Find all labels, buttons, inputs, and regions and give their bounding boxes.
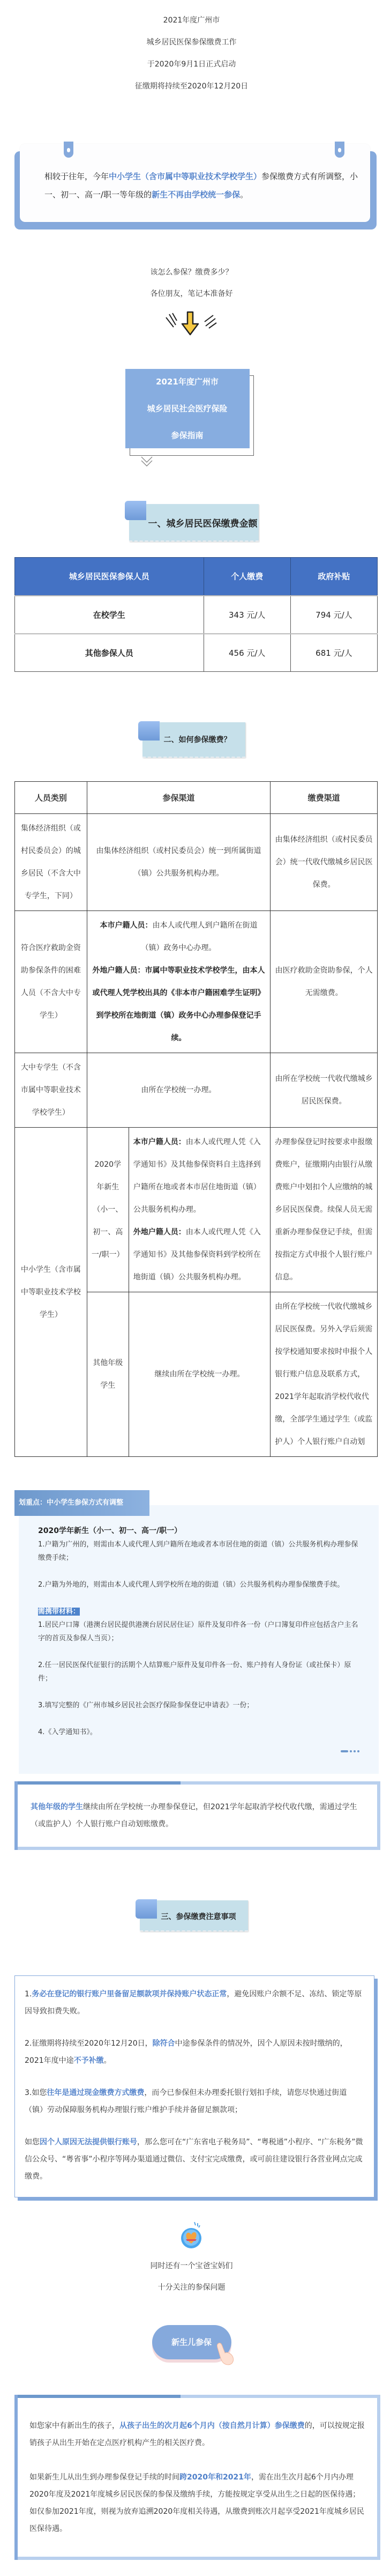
guide-title-card (125, 369, 254, 465)
newborn-info-box (14, 2395, 380, 2560)
question-lines (0, 267, 383, 310)
newborn-paragraph: 如果新生儿从出生到办理参保登记手续的时间跨2020年和2021年，需在出生次月起6个月内办理2020年度及2021年度城乡居民医保的参保及缴纳手续，方能按规定享受从出生之日起的医保待遇；如仅参加2021年度，则视为放弃追溯2020年度相关待遇，从缴费到账次月起享受2021年度城乡居民医保待遇。 (29, 2473, 364, 2533)
tag-flag-icon (136, 1899, 157, 1919)
pay-cell: 由所在学校统一代收代缴城乡居民医保费。 (271, 1053, 378, 1128)
table-row (15, 1128, 378, 1292)
other-grades-highlight: 其他年级的学生 (31, 1803, 83, 1811)
material-item: 4.《入学通知书》。 (38, 1728, 97, 1736)
grade-cell: 2020学年新生（小一、初一、高一/职一） (87, 1128, 129, 1292)
pointing-hand-icon (215, 2342, 237, 2366)
enroll-cell: 由所在学校统一办理。 (87, 1053, 270, 1128)
note-item: 如您因个人原因无法提供银行账号，那么您可在“广东省电子税务局”、“粤税通”小程序、“广东税务”微信公众号、“粤省事”小程序等网办渠道通过微信、支付宝完成缴费，或可前往建设银行各营业网点完成缴费。 (25, 2138, 363, 2181)
question-line: 该怎么参保？缴费多少？ (150, 268, 233, 277)
section-title: 一、城乡居民医保缴费金额 (148, 519, 258, 529)
pay-cell: 办理参保登记时按要求申报缴费账户，征缴期内由银行从缴费账户中划扣个人应缴纳的城乡居民医保费。续保人员无需重新办理参保登记手续，但需按指定方式申报个人银行账户信息。 (271, 1128, 378, 1292)
guide-title-line: 2021年度广州市 (156, 377, 219, 387)
note-item: 2.征缴期将持续至2020年12月20日，除符合中途参保条件的情况外，因个人原因未按时缴纳的，2021年度中途不予补缴。 (25, 2039, 348, 2065)
tag-flag-icon (125, 501, 146, 520)
note-highlight: 中小学生（含市属中等职业技术学校学生） (109, 172, 262, 181)
note-highlight: 新生不再由学校统一参保 (152, 190, 241, 199)
material-item: 1.居民户口簿（港澳台居民提供港澳台居民居住证）原件及复印件各一份（户口簿复印件应包括含户主名字的首页及参保人当页）； (38, 1621, 358, 1642)
card-fill (125, 369, 250, 448)
materials-label: 需携带材料： (38, 1608, 80, 1616)
down-arrow-icon (160, 310, 224, 340)
pay-cell: 由所在学校统一代收代缴城乡居民医保费。另外入学后须需按学校通知要求按时申报个人银行账户信息及联系方式，2021学年起取消学校代收代缴，全部学生通过学生（或监护人）个人银行账户自动划 (271, 1292, 378, 1457)
key-points-box (14, 1490, 379, 1774)
double-chevron-down-icon (140, 456, 153, 468)
column-header: 缴费渠道 (271, 782, 378, 814)
category-cell: 在校学生 (15, 596, 204, 634)
pay-cell: 由集体经济组织（或村民委员会）统一代收代缴城乡居民医保费。 (271, 814, 378, 911)
intro-line: 于2020年9月1日正式启动 (147, 60, 236, 69)
fee-table (14, 557, 378, 672)
section-title: 三、参保缴费注意事项 (161, 1913, 236, 1921)
column-header: 人员类别 (15, 782, 87, 814)
intro-line: 城乡居民医保参保缴费工作 (146, 38, 237, 47)
category-cell: 集体经济组织（或村民委员会）的城乡居民（不含大中专学生，下同） (15, 814, 87, 911)
category-cell: 大中专学生（不含市属中等职业技术学校学生） (15, 1053, 87, 1128)
personal-fee-cell: 343 元/人 (204, 596, 290, 634)
enroll-cell: 由集体经济组织（或村民委员会）统一到所属街道（镇）公共服务机构办理。 (87, 814, 270, 911)
guide-title-line: 参保指南 (171, 431, 204, 440)
newborn-paragraph: 如您家中有新出生的孩子，从孩子出生的次月起6个月内（按自然月计算）参保缴费的，可以按规定报销孩子从出生开始在定点医疗机构产生的相关医疗费。 (29, 2422, 365, 2447)
binder-ring-icon (64, 142, 73, 158)
pagination-dots-icon (38, 1744, 359, 1758)
material-item: 3.填写完整的《广州市城乡居民社会医疗保险参保登记申请表》一份； (38, 1701, 254, 1709)
parents-lines (0, 2220, 383, 2304)
notes-body (14, 1975, 374, 2197)
notes-box (14, 1975, 379, 2197)
accent-bar (14, 2395, 18, 2560)
accent-bar (14, 1781, 18, 1850)
intro-line: 征缴期将持续至2020年12月20日 (134, 82, 249, 91)
enroll-cell: 继续由所在学校统一办理。 (129, 1292, 271, 1457)
accent-bar (14, 2395, 181, 2398)
section-heading-how (138, 721, 245, 759)
category-cell: 符合医疗救助金资助参保条件的困难人员（不含大中专学生） (15, 911, 87, 1053)
other-grades-text: 其他年级的学生继续由所在学校统一办理参保登记，但2021学年起取消学校代收代缴，需通过学生（或监护人）个人银行账户自动划账缴费。 (14, 1781, 380, 1850)
question-line: 各位朋友，笔记本准备好 (150, 290, 233, 298)
tag-flag-icon (138, 721, 160, 741)
accent-bar (14, 1781, 181, 1785)
column-header: 参保渠道 (87, 782, 270, 814)
section-title: 二、如何参保缴费？ (163, 736, 231, 744)
table-row (15, 911, 378, 1053)
channels-table (14, 781, 378, 1457)
key-points-subtitle: 2020学年新生（小一、初一、高一/职一） (38, 1527, 182, 1535)
key-point-item: 1.户籍为广州的，则需由本人或代理人到户籍所在地或者本市居住地的街道（镇）公共服务机构办理参保缴费手续； (38, 1541, 358, 1562)
category-cell: 中小学生（含市属中等职业技术学校学生） (15, 1128, 87, 1457)
key-points-heading: 划重点：中小学生参保方式有调整 (14, 1490, 149, 1516)
parents-line: 同时还有一个宝爸宝妈们 (150, 2262, 233, 2270)
note-item: 1.务必在登记的银行账户里备留足额款项并保持账户状态正常，避免因账户余额不足、冻结、锁定等原因导致扣费失败。 (25, 1990, 362, 2016)
guide-title-line: 城乡居民社会医疗保险 (147, 404, 228, 413)
category-cell: 其他参保人员 (15, 634, 204, 672)
table-row (15, 596, 378, 634)
pay-cell: 由医疗救助金资助参保，个人无需缴费。 (271, 911, 378, 1053)
newborn-info-body (14, 2395, 380, 2560)
subsidy-cell: 681 元/人 (290, 634, 377, 672)
enroll-cell: 本市户籍人员：由本人或代理人到户籍所在街道（镇）政务中心办理。 外地户籍人员：市属中等职业技术学校学生，由本人或代理人凭学校出具的《非本市户籍困难学生证明》到学校所在地街道（镇）政务中心办理参保登记手续。 (87, 911, 270, 1053)
column-header: 政府补贴 (290, 558, 377, 596)
table-row (15, 634, 378, 672)
heart-badge-icon (178, 2220, 205, 2250)
section-heading-fee (125, 501, 259, 543)
newborn-insurance-button[interactable]: 新生儿参保 (152, 2325, 231, 2359)
table-row (15, 814, 378, 911)
key-points-body (19, 1505, 379, 1774)
personal-fee-cell: 456 元/人 (204, 634, 290, 672)
newborn-button-wrap (0, 2325, 383, 2395)
note-item: 3.如您往年是通过现金缴费方式缴费，而今已参保但未办理委托银行划扣手续，请您尽快通过街道（镇）劳动保障服务机构办理银行账户维护手续并备留足额款项； (25, 2089, 347, 2114)
note-text: 相较于往年，今年中小学生（含市属中等职业技术学校学生）参保缴费方式有所调整，小一、初一、高一/职一等年级的新生不再由学校统一参保。 (44, 172, 358, 199)
intro-lines (0, 0, 383, 103)
column-header: 城乡居民医保参保人员 (15, 558, 204, 596)
parents-line: 十分关注的参保问题 (157, 2283, 226, 2292)
intro-line: 2021年度广州市 (163, 16, 220, 25)
notebook-note-box (14, 139, 377, 230)
column-header: 个人缴费 (204, 558, 290, 596)
enroll-cell: 本市户籍人员：由本人或代理人凭《入学通知书》及其他参保资料自主选择到户籍所在地或者本市居住地街道（镇）公共服务机构办理。 外地户籍人员：由本人或代理人凭《入学通知书》及其他参保资料到学校所在地街道（镇）公共服务机构办理。 (129, 1128, 271, 1292)
grade-cell: 其他年级学生 (87, 1292, 129, 1457)
section-heading-notes (136, 1899, 248, 1937)
material-item: 2.任一居民医保代征银行的活期个人结算账户原件及复印件各一份、账户持有人身份证（或社保卡）原件； (38, 1661, 351, 1683)
key-point-item: 2.户籍为外地的，则需由本人或代理人到学校所在地的街道（镇）公共服务机构办理参保缴费手续。 (38, 1581, 344, 1589)
down-arrow-decoration (0, 310, 383, 342)
other-grades-box (14, 1781, 380, 1850)
binder-ring-icon (335, 142, 344, 158)
table-row (15, 1053, 378, 1128)
subsidy-cell: 794 元/人 (290, 596, 377, 634)
